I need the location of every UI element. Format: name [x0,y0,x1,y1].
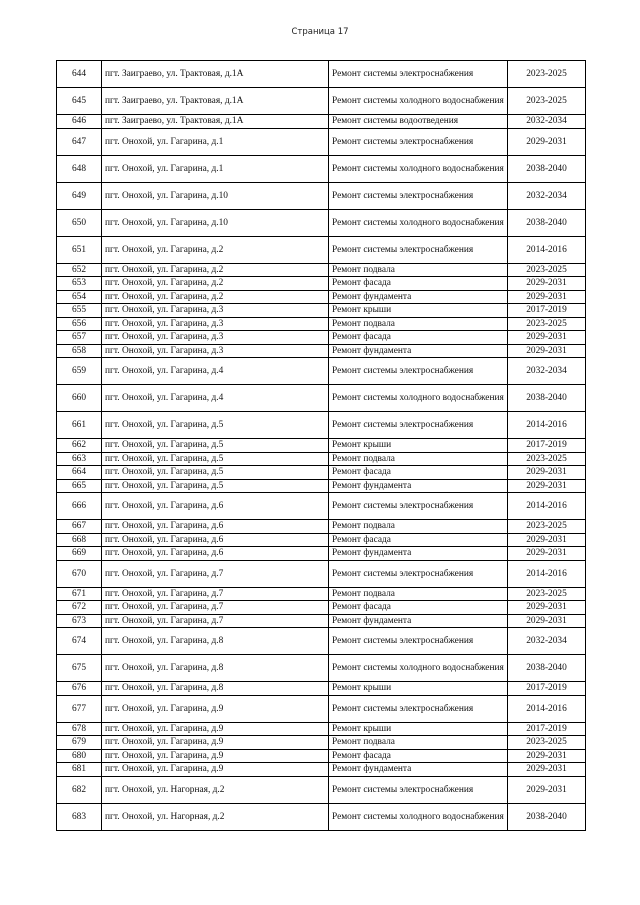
table-row [57,209,586,236]
period-cell: 2038-2040 [508,655,586,682]
address-cell: пгт. Онохой, ул. Гагарина, д.6 [102,493,329,520]
work-type-cell: Ремонт системы электроснабжения [329,412,508,439]
table-row [57,115,586,129]
work-type-cell: Ремонт системы электроснабжения [329,182,508,209]
work-type-cell: Ремонт системы холодного водоснабжения [329,655,508,682]
row-number: 674 [57,628,102,655]
table-row [57,452,586,466]
address-cell: пгт. Онохой, ул. Гагарина, д.6 [102,533,329,547]
period-cell: 2032-2034 [508,182,586,209]
address-cell: пгт. Онохой, ул. Гагарина, д.5 [102,412,329,439]
table-row [57,358,586,385]
work-type-cell: Ремонт системы электроснабжения [329,695,508,722]
period-cell: 2032-2034 [508,358,586,385]
address-cell: пгт. Онохой, ул. Гагарина, д.2 [102,236,329,263]
table-row [57,587,586,601]
period-cell: 2014-2016 [508,493,586,520]
row-number: 650 [57,209,102,236]
work-type-cell: Ремонт фасада [329,331,508,345]
address-cell: пгт. Онохой, ул. Гагарина, д.6 [102,520,329,534]
row-number: 661 [57,412,102,439]
address-cell: пгт. Онохой, ул. Гагарина, д.7 [102,614,329,628]
work-type-cell: Ремонт системы водоотведения [329,115,508,129]
period-cell: 2038-2040 [508,385,586,412]
address-cell: пгт. Онохой, ул. Гагарина, д.9 [102,722,329,736]
work-type-cell: Ремонт фасада [329,533,508,547]
row-number: 683 [57,803,102,830]
table-row [57,304,586,318]
work-type-cell: Ремонт крыши [329,722,508,736]
address-cell: пгт. Онохой, ул. Гагарина, д.6 [102,547,329,561]
table-row [57,776,586,803]
address-cell: пгт. Онохой, ул. Гагарина, д.8 [102,655,329,682]
work-type-cell: Ремонт системы холодного водоснабжения [329,155,508,182]
table-row [57,155,586,182]
address-cell: пгт. Онохой, ул. Нагорная, д.2 [102,776,329,803]
table-row [57,317,586,331]
table-row [57,331,586,345]
address-cell: пгт. Онохой, ул. Гагарина, д.1 [102,155,329,182]
address-cell: пгт. Онохой, ул. Гагарина, д.3 [102,317,329,331]
row-number: 654 [57,290,102,304]
table-row [57,682,586,696]
period-cell: 2032-2034 [508,628,586,655]
period-cell: 2023-2025 [508,736,586,750]
row-number: 657 [57,331,102,345]
period-cell: 2029-2031 [508,763,586,777]
work-type-cell: Ремонт подвала [329,317,508,331]
work-type-cell: Ремонт подвала [329,520,508,534]
table-row [57,236,586,263]
work-type-cell: Ремонт крыши [329,304,508,318]
table-row [57,803,586,830]
row-number: 672 [57,601,102,615]
table-row [57,290,586,304]
address-cell: пгт. Онохой, ул. Гагарина, д.3 [102,304,329,318]
work-type-cell: Ремонт фасада [329,601,508,615]
work-type-cell: Ремонт фундамента [329,763,508,777]
address-cell: пгт. Онохой, ул. Гагарина, д.8 [102,628,329,655]
address-cell: пгт. Онохой, ул. Гагарина, д.2 [102,263,329,277]
work-type-cell: Ремонт системы электроснабжения [329,493,508,520]
period-cell: 2029-2031 [508,776,586,803]
period-cell: 2017-2019 [508,682,586,696]
period-cell: 2029-2031 [508,601,586,615]
period-cell: 2029-2031 [508,466,586,480]
address-cell: пгт. Онохой, ул. Гагарина, д.1 [102,128,329,155]
period-cell: 2014-2016 [508,560,586,587]
row-number: 662 [57,439,102,453]
table-row [57,439,586,453]
address-cell: пгт. Онохой, ул. Гагарина, д.2 [102,290,329,304]
repair-schedule-table [56,60,586,831]
address-cell: пгт. Онохой, ул. Нагорная, д.2 [102,803,329,830]
period-cell: 2029-2031 [508,749,586,763]
table-row [57,763,586,777]
address-cell: пгт. Онохой, ул. Гагарина, д.7 [102,601,329,615]
period-cell: 2017-2019 [508,722,586,736]
table-row [57,736,586,750]
address-cell: пгт. Заиграево, ул. Трактовая, д.1А [102,61,329,88]
table-row [57,601,586,615]
address-cell: пгт. Онохой, ул. Гагарина, д.10 [102,209,329,236]
row-number: 666 [57,493,102,520]
period-cell: 2023-2025 [508,61,586,88]
work-type-cell: Ремонт системы электроснабжения [329,236,508,263]
row-number: 655 [57,304,102,318]
period-cell: 2029-2031 [508,128,586,155]
table-row [57,628,586,655]
row-number: 656 [57,317,102,331]
period-cell: 2029-2031 [508,331,586,345]
period-cell: 2014-2016 [508,412,586,439]
table-row [57,128,586,155]
table-row [57,344,586,358]
work-type-cell: Ремонт крыши [329,682,508,696]
row-number: 646 [57,115,102,129]
table-row [57,695,586,722]
table-row [57,479,586,493]
row-number: 645 [57,88,102,115]
work-type-cell: Ремонт системы электроснабжения [329,628,508,655]
table-row [57,520,586,534]
work-type-cell: Ремонт системы холодного водоснабжения [329,385,508,412]
period-cell: 2029-2031 [508,533,586,547]
work-type-cell: Ремонт фундамента [329,547,508,561]
period-cell: 2029-2031 [508,614,586,628]
work-type-cell: Ремонт фасада [329,277,508,291]
address-cell: пгт. Онохой, ул. Гагарина, д.5 [102,466,329,480]
table-row [57,182,586,209]
address-cell: пгт. Онохой, ул. Гагарина, д.4 [102,385,329,412]
table-row [57,277,586,291]
work-type-cell: Ремонт фундамента [329,344,508,358]
row-number: 668 [57,533,102,547]
row-number: 679 [57,736,102,750]
row-number: 663 [57,452,102,466]
period-cell: 2029-2031 [508,290,586,304]
row-number: 644 [57,61,102,88]
table-row [57,547,586,561]
period-cell: 2023-2025 [508,452,586,466]
period-cell: 2038-2040 [508,209,586,236]
work-type-cell: Ремонт системы холодного водоснабжения [329,209,508,236]
address-cell: пгт. Онохой, ул. Гагарина, д.5 [102,439,329,453]
row-number: 660 [57,385,102,412]
row-number: 670 [57,560,102,587]
work-type-cell: Ремонт фундамента [329,479,508,493]
row-number: 671 [57,587,102,601]
row-number: 651 [57,236,102,263]
work-type-cell: Ремонт фасада [329,466,508,480]
table-row [57,655,586,682]
row-number: 667 [57,520,102,534]
table-row [57,614,586,628]
work-type-cell: Ремонт системы электроснабжения [329,560,508,587]
page-header: Страница 17 [291,27,349,37]
period-cell: 2023-2025 [508,88,586,115]
period-cell: 2029-2031 [508,547,586,561]
table-body [57,61,586,831]
work-type-cell: Ремонт фундамента [329,614,508,628]
work-type-cell: Ремонт фасада [329,749,508,763]
table-row [57,749,586,763]
row-number: 649 [57,182,102,209]
row-number: 648 [57,155,102,182]
table-row [57,533,586,547]
period-cell: 2023-2025 [508,587,586,601]
period-cell: 2023-2025 [508,520,586,534]
address-cell: пгт. Онохой, ул. Гагарина, д.5 [102,479,329,493]
period-cell: 2032-2034 [508,115,586,129]
period-cell: 2023-2025 [508,317,586,331]
row-number: 681 [57,763,102,777]
period-cell: 2014-2016 [508,236,586,263]
period-cell: 2029-2031 [508,277,586,291]
address-cell: пгт. Онохой, ул. Гагарина, д.3 [102,344,329,358]
address-cell: пгт. Онохой, ул. Гагарина, д.10 [102,182,329,209]
work-type-cell: Ремонт подвала [329,452,508,466]
address-cell: пгт. Онохой, ул. Гагарина, д.7 [102,587,329,601]
period-cell: 2023-2025 [508,263,586,277]
row-number: 677 [57,695,102,722]
address-cell: пгт. Онохой, ул. Гагарина, д.9 [102,749,329,763]
address-cell: пгт. Заиграево, ул. Трактовая, д.1А [102,115,329,129]
row-number: 682 [57,776,102,803]
address-cell: пгт. Онохой, ул. Гагарина, д.8 [102,682,329,696]
row-number: 653 [57,277,102,291]
period-cell: 2029-2031 [508,344,586,358]
row-number: 647 [57,128,102,155]
period-cell: 2038-2040 [508,803,586,830]
period-cell: 2017-2019 [508,304,586,318]
address-cell: пгт. Онохой, ул. Гагарина, д.2 [102,277,329,291]
row-number: 665 [57,479,102,493]
row-number: 673 [57,614,102,628]
address-cell: пгт. Онохой, ул. Гагарина, д.5 [102,452,329,466]
address-cell: пгт. Онохой, ул. Гагарина, д.9 [102,763,329,777]
table-row [57,466,586,480]
address-cell: пгт. Заиграево, ул. Трактовая, д.1А [102,88,329,115]
work-type-cell: Ремонт системы электроснабжения [329,358,508,385]
work-type-cell: Ремонт системы холодного водоснабжения [329,803,508,830]
row-number: 664 [57,466,102,480]
table-row [57,263,586,277]
address-cell: пгт. Онохой, ул. Гагарина, д.3 [102,331,329,345]
row-number: 680 [57,749,102,763]
period-cell: 2014-2016 [508,695,586,722]
row-number: 676 [57,682,102,696]
table-row [57,493,586,520]
row-number: 658 [57,344,102,358]
work-type-cell: Ремонт системы холодного водоснабжения [329,88,508,115]
table-row [57,412,586,439]
address-cell: пгт. Онохой, ул. Гагарина, д.7 [102,560,329,587]
table-row [57,560,586,587]
address-cell: пгт. Онохой, ул. Гагарина, д.9 [102,736,329,750]
table-row [57,722,586,736]
period-cell: 2017-2019 [508,439,586,453]
work-type-cell: Ремонт системы электроснабжения [329,776,508,803]
work-type-cell: Ремонт системы электроснабжения [329,128,508,155]
work-type-cell: Ремонт подвала [329,736,508,750]
table-row [57,385,586,412]
address-cell: пгт. Онохой, ул. Гагарина, д.4 [102,358,329,385]
row-number: 659 [57,358,102,385]
work-type-cell: Ремонт системы электроснабжения [329,61,508,88]
work-type-cell: Ремонт подвала [329,263,508,277]
row-number: 652 [57,263,102,277]
work-type-cell: Ремонт фундамента [329,290,508,304]
table-row [57,61,586,88]
row-number: 675 [57,655,102,682]
work-type-cell: Ремонт подвала [329,587,508,601]
table-row [57,88,586,115]
period-cell: 2038-2040 [508,155,586,182]
address-cell: пгт. Онохой, ул. Гагарина, д.9 [102,695,329,722]
row-number: 669 [57,547,102,561]
period-cell: 2029-2031 [508,479,586,493]
work-type-cell: Ремонт крыши [329,439,508,453]
row-number: 678 [57,722,102,736]
